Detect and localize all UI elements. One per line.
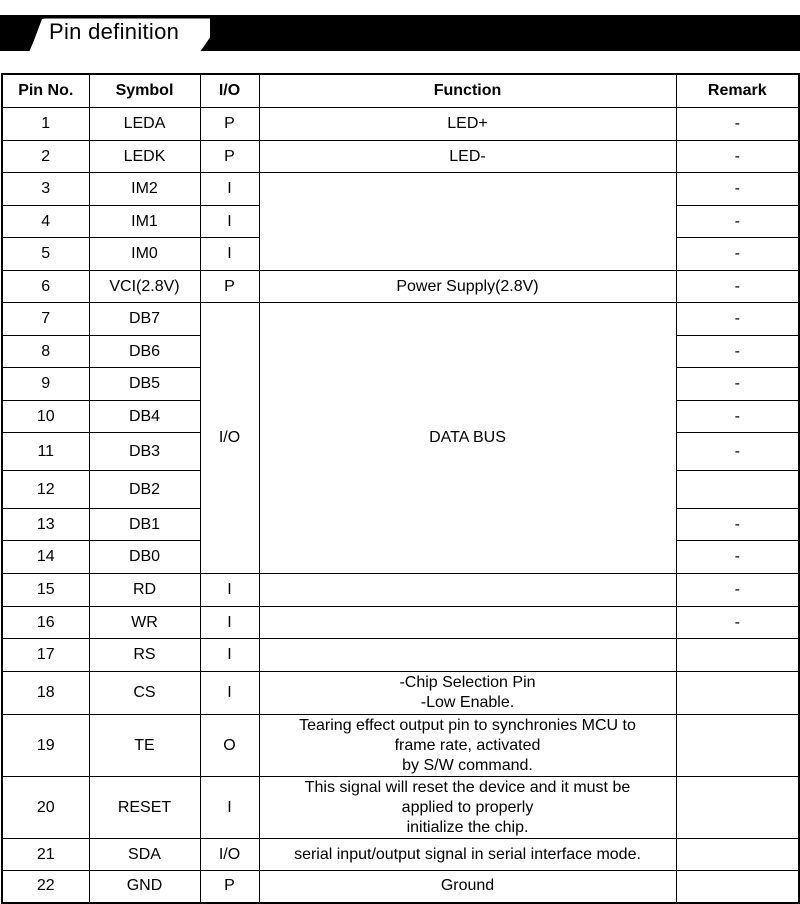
symbol-cell: RESET [89,777,200,839]
symbol-cell: VCI(2.8V) [89,271,200,303]
pin-no-cell: 15 [2,574,89,607]
table-row [2,271,799,303]
function-cell: DATA BUS [259,303,676,574]
function-cell [259,715,676,777]
function-cell: Power Supply(2.8V) [259,271,676,303]
pin-no-cell: 14 [2,541,89,574]
remark-cell [676,871,799,903]
pin-no-cell: 17 [2,639,89,672]
remark-cell: - [676,401,799,433]
io-cell: I [200,672,259,715]
table-row [2,672,799,715]
function-line: frame rate, activated [394,736,541,754]
io-cell: I [200,206,259,238]
remark-cell: - [676,238,799,271]
remark-cell: - [676,206,799,238]
table-row [2,839,799,871]
symbol-cell: IM2 [89,173,200,206]
remark-cell [676,777,799,839]
io-cell: P [200,871,259,903]
io-cell: P [200,108,259,141]
remark-cell: - [676,574,799,607]
remark-cell: - [676,173,799,206]
io-cell: I/O [200,839,259,871]
pin-no-cell: 1 [2,108,89,141]
io-cell: O [200,715,259,777]
function-cell [259,607,676,639]
pin-no-cell: 4 [2,206,89,238]
remark-cell [676,639,799,672]
symbol-cell: DB2 [89,471,200,509]
function-line: -Chip Selection Pin [399,674,536,691]
symbol-cell: GND [89,871,200,903]
symbol-cell: DB0 [89,541,200,574]
pin-no-cell: 11 [2,433,89,471]
remark-cell: - [676,509,799,541]
symbol-cell: TE [89,715,200,777]
pin-definition-table [1,73,800,904]
remark-cell [676,715,799,777]
pin-no-cell: 9 [2,368,89,401]
pin-no-cell: 2 [2,141,89,173]
remark-cell: - [676,368,799,401]
function-cell: serial input/output signal in serial interface mode. [259,839,676,871]
symbol-cell: LEDA [89,108,200,141]
symbol-cell: IM1 [89,206,200,238]
function-cell: LED+ [259,108,676,141]
pin-no-cell: 12 [2,471,89,509]
remark-cell: - [676,541,799,574]
col-header-remark: Remark [676,74,799,108]
pin-no-cell: 19 [2,715,89,777]
table-row [2,777,799,839]
pin-no-cell: 16 [2,607,89,639]
function-cell [259,173,676,271]
symbol-cell: SDA [89,839,200,871]
symbol-cell: RD [89,574,200,607]
io-cell: P [200,141,259,173]
pin-no-cell: 3 [2,173,89,206]
function-cell [259,639,676,672]
table-row [2,607,799,639]
function-line: applied to properly [401,798,534,816]
function-cell [259,777,676,839]
table-row [2,108,799,141]
pin-no-cell: 6 [2,271,89,303]
section-title: Pin definition [49,19,180,44]
pin-no-cell: 10 [2,401,89,433]
col-header-pin-no: Pin No. [2,74,89,108]
io-cell: I [200,238,259,271]
symbol-cell: WR [89,607,200,639]
pin-no-cell: 20 [2,777,89,839]
pin-no-cell: 13 [2,509,89,541]
pin-no-cell: 7 [2,303,89,336]
remark-cell [676,839,799,871]
io-cell: I [200,173,259,206]
table-row [2,574,799,607]
function-line: Tearing effect output pin to synchronies MCU to [299,716,636,734]
col-header-symbol: Symbol [89,74,200,108]
remark-cell: - [676,336,799,368]
function-cell [259,574,676,607]
function-line: initialize the chip. [406,818,529,836]
pin-no-cell: 8 [2,336,89,368]
io-cell: I [200,574,259,607]
remark-cell [676,672,799,715]
symbol-cell: CS [89,672,200,715]
remark-cell: - [676,108,799,141]
symbol-cell: LEDK [89,141,200,173]
symbol-cell: RS [89,639,200,672]
symbol-cell: DB5 [89,368,200,401]
function-line: -Low Enable. [420,694,515,711]
pin-no-cell: 18 [2,672,89,715]
remark-cell: - [676,433,799,471]
symbol-cell: IM0 [89,238,200,271]
io-cell: I [200,607,259,639]
table-row [2,639,799,672]
table-row [2,715,799,777]
remark-cell: - [676,271,799,303]
symbol-cell: DB4 [89,401,200,433]
function-cell: Ground [259,871,676,903]
symbol-cell: DB1 [89,509,200,541]
symbol-cell: DB3 [89,433,200,471]
io-cell: P [200,271,259,303]
function-line: by S/W command. [402,756,533,774]
io-cell: I [200,777,259,839]
symbol-cell: DB6 [89,336,200,368]
pin-no-cell: 21 [2,839,89,871]
remark-cell: - [676,141,799,173]
remark-cell [676,471,799,509]
col-header-io: I/O [200,74,259,108]
io-cell: I/O [200,303,259,574]
function-cell [259,672,676,715]
pin-no-cell: 22 [2,871,89,903]
pin-no-cell: 5 [2,238,89,271]
io-cell: I [200,639,259,672]
table-row [2,303,799,336]
function-cell: LED- [259,141,676,173]
remark-cell: - [676,303,799,336]
col-header-function: Function [259,74,676,108]
symbol-cell: DB7 [89,303,200,336]
section-banner [0,15,800,51]
table-header-row [2,74,799,108]
table-row [2,871,799,903]
table-row [2,173,799,206]
remark-cell: - [676,607,799,639]
table-row [2,141,799,173]
function-line: This signal will reset the device and it must be [304,778,631,796]
